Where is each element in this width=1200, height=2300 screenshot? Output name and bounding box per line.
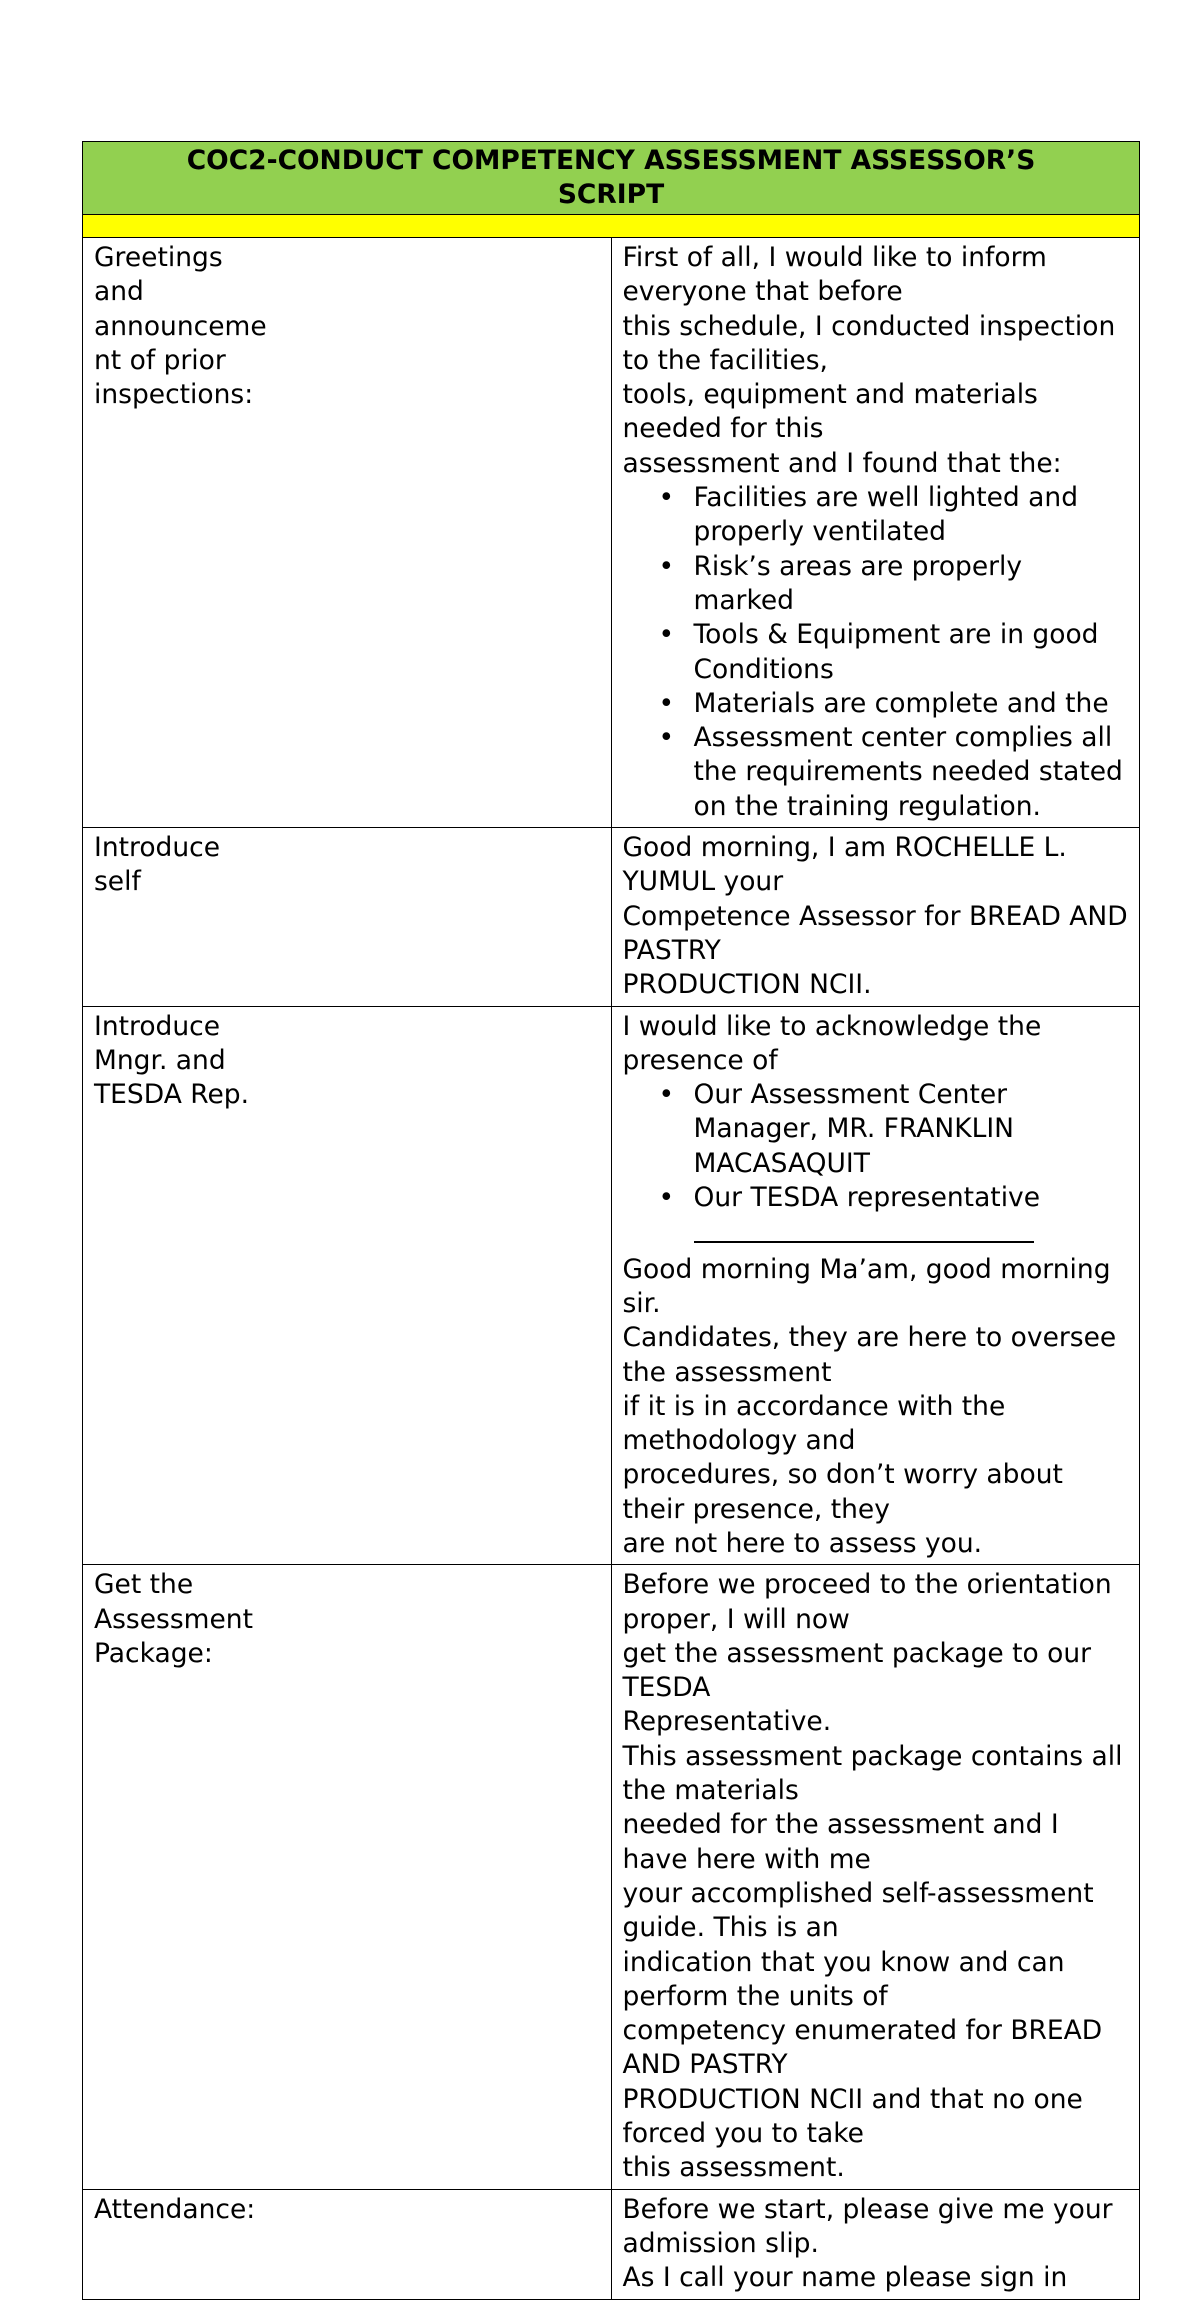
row-content-assessment-package	[611, 1565, 1140, 2189]
list-item	[623, 550, 1130, 619]
label-line: self	[94, 866, 141, 898]
label-line: announceme	[94, 310, 267, 342]
list-item	[623, 481, 1130, 550]
inspection-bullet-list	[623, 481, 1130, 824]
content-line: As I call your name please sign in	[622, 2262, 1068, 2294]
content-line: I would like to acknowledge the presence of	[622, 1010, 1042, 1076]
presence-bullet-list	[623, 1078, 1130, 1252]
table-row	[83, 828, 1140, 1006]
table-row	[83, 1006, 1140, 1565]
label-line: Introduce	[94, 832, 221, 864]
content-line: Before we start, please give me your admission slip.	[622, 2193, 1113, 2259]
content-line: this assessment.	[622, 2152, 845, 2184]
content-line: This assessment package contains all the materials	[622, 1740, 1123, 1807]
row-content-introduce-self	[611, 828, 1140, 1006]
bullet-text: Materials are complete and the	[693, 687, 1109, 719]
bullet-text: Risk’s areas are properly marked	[693, 550, 1023, 616]
label-line: and	[94, 276, 144, 308]
content-line: indication that you know and can perform the units of	[622, 1946, 1065, 2012]
label-line: nt of prior	[94, 344, 226, 376]
label-line: Attendance:	[94, 2193, 256, 2225]
bullet-icon: •	[658, 619, 675, 651]
row-label-introduce-self	[83, 828, 612, 1006]
accent-band-row	[83, 215, 1140, 238]
content-line: assessment and I found that the:	[622, 447, 1062, 479]
content-line: your accomplished self-assessment guide. This is an	[622, 1877, 1094, 1944]
content-line: procedures, so don’t worry about their presence, they	[622, 1459, 1063, 1525]
table-row	[83, 2189, 1140, 2299]
label-line: TESDA Rep.	[94, 1079, 250, 1111]
bullet-text: Tools & Equipment are in good Conditions	[693, 619, 1099, 685]
bullet-icon: •	[658, 550, 675, 582]
bullet-text: Assessment center complies all the requirements needed stated on the training regulation.	[693, 722, 1123, 822]
content-line: Candidates, they are here to oversee the assessment	[622, 1322, 1117, 1388]
bullet-text: Our TESDA representative	[693, 1182, 1041, 1214]
label-line: Mngr. and	[94, 1044, 226, 1076]
bullet-icon: •	[658, 687, 675, 719]
table-row	[83, 238, 1140, 828]
content-line: PRODUCTION NCII and that no one forced you to take	[622, 2083, 1083, 2150]
bullet-icon: •	[658, 1079, 675, 1111]
bullet-icon: •	[658, 1182, 675, 1214]
row-label-attendance	[83, 2189, 612, 2299]
bullet-icon: •	[658, 722, 675, 754]
row-label-assessment-package	[83, 1565, 612, 2189]
label-line: Assessment	[94, 1603, 253, 1635]
row-content-attendance	[611, 2189, 1140, 2299]
content-line: First of all, I would like to inform everyone that before	[622, 242, 1047, 308]
list-item	[623, 687, 1130, 721]
bullet-text: Our Assessment Center Manager, MR. FRANKLIN MACASAQUIT	[693, 1079, 1014, 1179]
list-item	[623, 1181, 1130, 1253]
list-item	[623, 1078, 1130, 1181]
label-line: inspections:	[94, 379, 254, 411]
list-item	[623, 618, 1130, 687]
bullet-icon: •	[658, 482, 675, 514]
label-line: Greetings	[94, 242, 223, 273]
title-line-1: COC2-CONDUCT COMPETENCY ASSESSMENT ASSESSOR’S	[186, 145, 1036, 176]
content-line: get the assessment package to our TESDA	[622, 1637, 1092, 1704]
title-cell	[83, 142, 1140, 215]
content-line: PRODUCTION NCII.	[622, 969, 872, 1001]
content-line: Competence Assessor for BREAD AND PASTRY	[622, 900, 1128, 966]
list-item	[623, 721, 1130, 824]
content-line: Representative.	[622, 1706, 832, 1738]
content-line: tools, equipment and materials needed for this	[622, 379, 1038, 445]
label-line: Get the	[94, 1569, 194, 1601]
table-row	[83, 1565, 1140, 2189]
label-line: Introduce	[94, 1010, 221, 1042]
row-content-greetings	[611, 238, 1140, 828]
content-line: this schedule, I conducted inspection to the facilities,	[622, 310, 1116, 376]
fill-in-blank-line	[694, 1215, 1034, 1243]
row-label-greetings	[83, 238, 612, 828]
title-row	[83, 142, 1140, 215]
row-content-introduce-mngr	[611, 1006, 1140, 1565]
assessor-script-table	[82, 141, 1140, 2300]
content-line: needed for the assessment and I have here with me	[622, 1809, 1059, 1875]
bullet-text: Facilities are well lighted and properly ventilated	[693, 482, 1079, 548]
content-line: Good morning Ma’am, good morning sir.	[622, 1253, 1111, 1319]
accent-band-cell	[83, 215, 1140, 238]
content-line: Good morning, I am ROCHELLE L. YUMUL your	[622, 832, 1067, 898]
row-label-introduce-mngr	[83, 1006, 612, 1565]
content-line: competency enumerated for BREAD AND PASTRY	[622, 2015, 1103, 2081]
title-line-2: SCRIPT	[557, 179, 665, 210]
content-line: are not here to assess you.	[622, 1527, 983, 1559]
content-line: Before we proceed to the orientation proper, I will now	[622, 1569, 1112, 1635]
content-line: if it is in accordance with the methodology and	[622, 1390, 1006, 1457]
label-line: Package:	[94, 1637, 213, 1669]
